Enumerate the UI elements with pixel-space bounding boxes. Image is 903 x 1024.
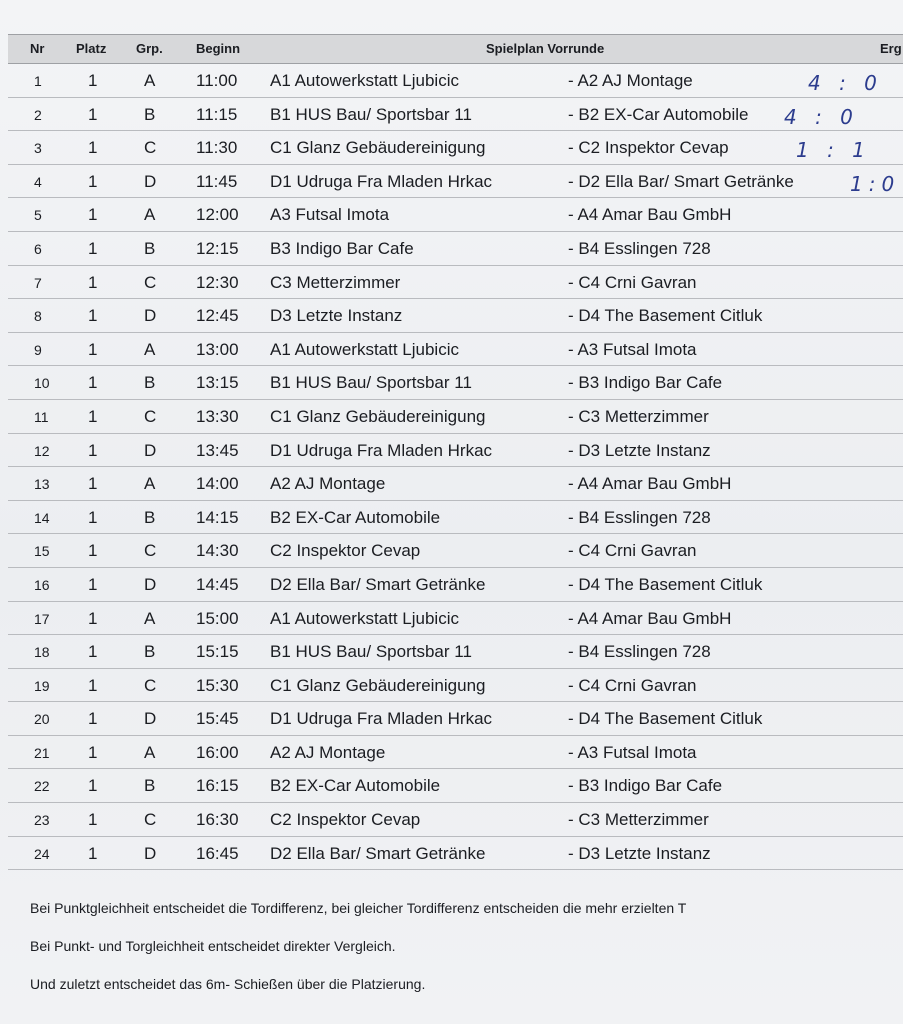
match-home-team: D1 Udruga Fra Mladen Hrkac [270,440,493,460]
match-nr: 11 [34,408,49,425]
match-group: A [144,608,156,628]
match-row [8,534,903,568]
match-row [8,98,903,132]
match-time: 16:30 [196,810,239,830]
match-nr: 23 [34,812,50,829]
match-group: A [144,205,156,225]
match-time: 12:30 [196,272,239,292]
schedule-rows [8,64,903,870]
match-platz: 1 [88,742,98,762]
match-group: D [144,171,157,191]
match-group: A [144,339,156,359]
match-home-team: A3 Futsal Imota [270,205,390,225]
match-away-team: - B2 EX-Car Automobile [568,104,749,124]
match-nr: 8 [34,308,42,325]
match-home-team: A1 Autowerkstatt Ljubicic [270,608,459,628]
match-nr: 2 [34,106,42,123]
match-group: D [144,709,157,729]
match-away-team: - C4 Crni Gavran [568,541,697,561]
match-group: B [144,776,156,796]
match-platz: 1 [88,205,98,225]
match-platz: 1 [88,440,98,460]
match-away-team: - B4 Esslingen 728 [568,507,711,527]
match-row [8,602,903,636]
match-nr: 17 [34,610,50,627]
match-away-team: - B4 Esslingen 728 [568,238,711,258]
schedule-table [8,34,903,870]
match-time: 15:45 [196,709,239,729]
match-time: 11:45 [196,171,238,191]
match-away-team: - D3 Letzte Instanz [568,440,711,460]
match-nr: 9 [34,341,42,358]
handwritten-score: 1 : 1 [796,138,871,163]
match-platz: 1 [88,642,98,662]
match-time: 14:30 [196,541,239,561]
match-group: B [144,104,156,124]
rules-notes [30,900,686,1014]
header-nr: Nr [30,41,45,56]
match-home-team: D1 Udruga Fra Mladen Hrkac [270,171,493,191]
match-platz: 1 [88,776,98,796]
match-time: 14:15 [196,507,239,527]
match-home-team: C2 Inspektor Cevap [270,810,421,830]
match-time: 12:15 [196,238,239,258]
match-row [8,837,903,871]
match-away-team: - C2 Inspektor Cevap [568,138,729,158]
match-nr: 10 [34,375,50,392]
match-platz: 1 [88,238,98,258]
match-group: C [144,138,157,158]
match-platz: 1 [88,675,98,695]
match-away-team: - A4 Amar Bau GmbH [568,474,732,494]
match-time: 13:45 [196,440,239,460]
match-nr: 14 [34,509,50,526]
match-time: 13:00 [196,339,239,359]
match-row [8,266,903,300]
match-away-team: - D4 The Basement Citluk [568,574,763,594]
match-home-team: B1 HUS Bau/ Sportsbar 11 [270,642,472,662]
match-away-team: - C3 Metterzimmer [568,406,709,426]
match-away-team: - A3 Futsal Imota [568,339,697,359]
match-nr: 20 [34,711,50,728]
match-group: D [144,574,157,594]
match-home-team: A2 AJ Montage [270,742,386,762]
match-row [8,501,903,535]
match-away-team: - D2 Ella Bar/ Smart Getränke [568,171,794,191]
handwritten-score: 4 : 0 [808,71,883,95]
match-row [8,568,903,602]
match-home-team: A1 Autowerkstatt Ljubicic [270,339,459,359]
match-home-team: D2 Ella Bar/ Smart Getränke [270,574,486,594]
header-ergebnis: Erg [880,41,902,56]
handwritten-score: 1:0 [850,171,901,196]
match-row [8,702,903,736]
match-nr: 1 [34,73,42,89]
match-time: 16:00 [196,742,239,762]
match-group: B [144,373,156,393]
match-away-team: - A2 AJ Montage [568,71,693,90]
match-time: 15:15 [196,642,239,662]
match-platz: 1 [88,709,98,729]
match-time: 14:45 [196,574,239,594]
match-group: D [144,440,157,460]
match-nr: 12 [34,442,50,459]
match-nr: 18 [34,644,50,661]
match-home-team: C3 Metterzimmer [270,272,401,292]
match-row [8,165,903,199]
match-home-team: A2 AJ Montage [270,474,386,494]
match-group: D [144,306,157,326]
match-time: 13:15 [196,373,239,393]
match-group: A [144,71,156,90]
match-group: A [144,742,156,762]
match-platz: 1 [88,306,98,326]
match-nr: 22 [34,778,50,795]
match-platz: 1 [88,810,98,830]
header-platz: Platz [76,41,107,56]
match-away-team: - D4 The Basement Citluk [568,306,763,326]
match-home-team: D1 Udruga Fra Mladen Hrkac [270,709,493,729]
match-row [8,198,903,232]
header-beginn: Beginn [196,41,241,56]
match-time: 14:00 [196,474,239,494]
match-group: C [144,541,157,561]
match-row [8,736,903,770]
match-away-team: - D4 The Basement Citluk [568,709,763,729]
match-group: C [144,675,157,695]
match-row [8,299,903,333]
match-home-team: C1 Glanz Gebäudereinigung [270,406,486,426]
header-spielplan: Spielplan Vorrunde [486,41,605,56]
match-platz: 1 [88,171,98,191]
match-platz: 1 [88,339,98,359]
match-home-team: B1 HUS Bau/ Sportsbar 11 [270,373,472,393]
match-home-team: D2 Ella Bar/ Smart Getränke [270,843,486,863]
match-away-team: - A4 Amar Bau GmbH [568,205,732,225]
match-home-team: B2 EX-Car Automobile [270,776,441,796]
match-platz: 1 [88,608,98,628]
match-away-team: - C4 Crni Gavran [568,675,697,695]
match-nr: 24 [34,845,50,862]
match-nr: 7 [34,274,42,291]
match-group: B [144,642,156,662]
header-grp: Grp. [136,41,163,56]
match-nr: 3 [34,140,42,157]
match-row [8,803,903,837]
match-away-team: - A4 Amar Bau GmbH [568,608,732,628]
match-time: 15:30 [196,675,239,695]
match-platz: 1 [88,474,98,494]
match-group: C [144,810,157,830]
match-time: 11:15 [196,104,238,124]
match-home-team: D3 Letzte Instanz [270,306,403,326]
match-platz: 1 [88,104,98,124]
match-time: 12:45 [196,306,239,326]
match-home-team: C1 Glanz Gebäudereinigung [270,138,486,158]
match-platz: 1 [88,541,98,561]
match-group: C [144,272,157,292]
note-line: Und zuletzt entscheidet das 6m- Schießen über die Platzierung. [30,976,426,992]
match-group: A [144,474,156,494]
match-home-team: A1 Autowerkstatt Ljubicic [270,71,459,90]
match-time: 12:00 [196,205,239,225]
match-platz: 1 [88,406,98,426]
match-row [8,635,903,669]
match-time: 11:00 [196,71,238,90]
match-group: B [144,507,156,527]
match-time: 15:00 [196,608,239,628]
match-home-team: C2 Inspektor Cevap [270,541,421,561]
match-row [8,131,903,165]
match-row [8,769,903,803]
match-away-team: - D3 Letzte Instanz [568,843,711,863]
match-platz: 1 [88,507,98,527]
match-time: 13:30 [196,406,239,426]
match-away-team: - C3 Metterzimmer [568,810,709,830]
match-platz: 1 [88,574,98,594]
match-away-team: - B3 Indigo Bar Cafe [568,776,723,796]
match-nr: 4 [34,173,42,190]
match-home-team: B1 HUS Bau/ Sportsbar 11 [270,104,472,124]
match-platz: 1 [88,71,98,90]
match-platz: 1 [88,138,98,158]
match-row [8,333,903,367]
match-row [8,669,903,703]
table-header [8,34,903,64]
match-nr: 16 [34,576,50,593]
match-home-team: B3 Indigo Bar Cafe [270,238,414,258]
match-home-team: C1 Glanz Gebäudereinigung [270,675,486,695]
match-platz: 1 [88,272,98,292]
match-row [8,232,903,266]
match-platz: 1 [88,843,98,863]
match-away-team: - C4 Crni Gavran [568,272,697,292]
match-time: 16:15 [196,776,239,796]
match-row [8,400,903,434]
match-row [8,434,903,468]
match-platz: 1 [88,373,98,393]
match-away-team: - B3 Indigo Bar Cafe [568,373,723,393]
match-row [8,467,903,501]
match-nr: 15 [34,543,50,560]
match-time: 16:45 [196,843,239,863]
match-group: B [144,238,156,258]
note-line: Bei Punktgleichheit entscheidet die Tordifferenz, bei gleicher Tordifferenz entscheiden die mehr erzielten T [30,900,687,916]
match-nr: 13 [34,476,50,493]
match-nr: 5 [34,207,42,224]
match-away-team: - B4 Esslingen 728 [568,642,711,662]
match-nr: 6 [34,240,42,257]
match-nr: 19 [34,677,50,694]
match-group: D [144,843,157,863]
note-line: Bei Punkt- und Torgleichheit entscheidet direkter Vergleich. [30,938,396,954]
match-group: C [144,406,157,426]
match-time: 11:30 [196,138,238,158]
match-row [8,64,903,98]
match-row [8,366,903,400]
handwritten-score: 4 : 0 [784,104,859,129]
match-home-team: B2 EX-Car Automobile [270,507,441,527]
match-nr: 21 [34,744,50,761]
match-away-team: - A3 Futsal Imota [568,742,697,762]
